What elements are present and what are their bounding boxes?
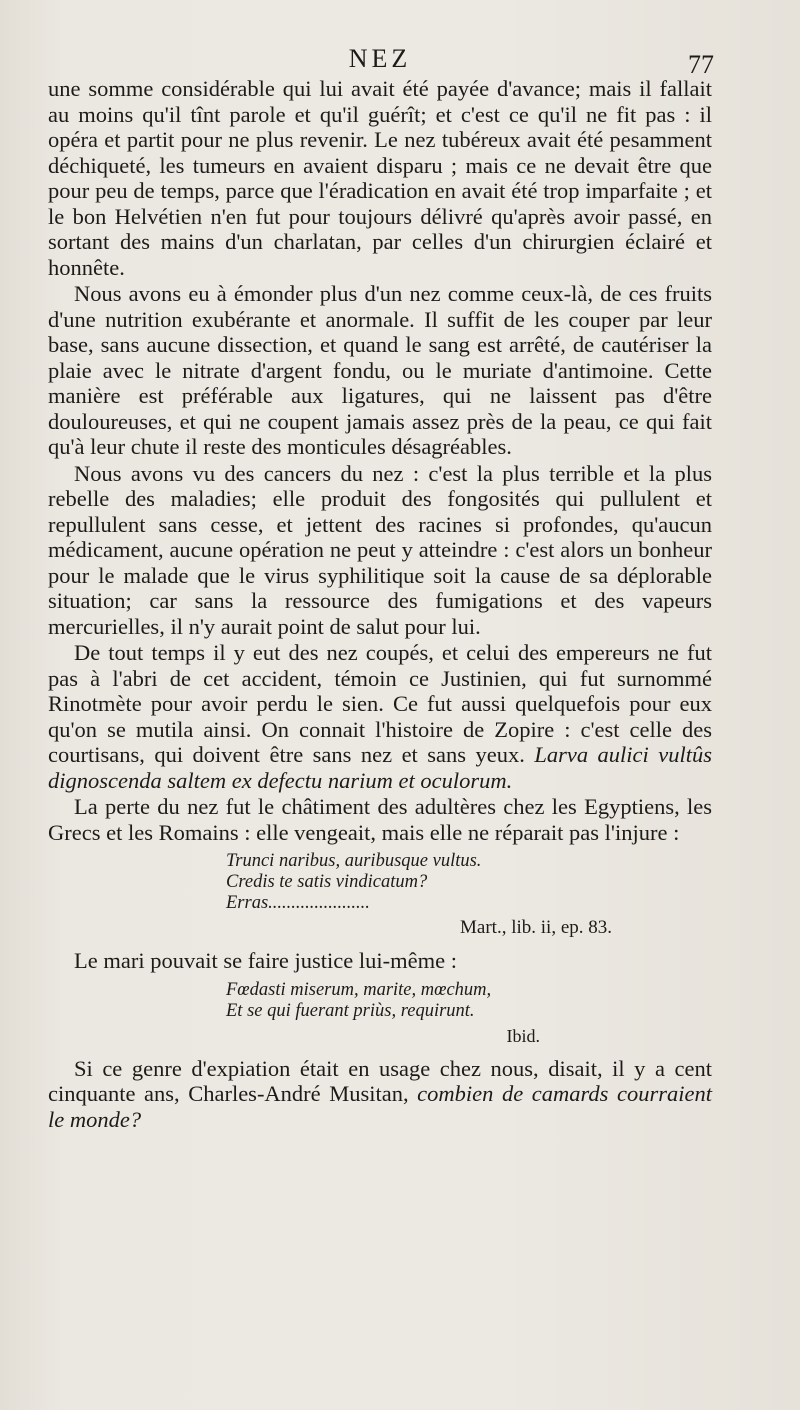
verse-line: Credis te satis vindicatum? (226, 872, 428, 892)
paragraph-5: La perte du nez fut le châtiment des adultères chez les Egyptiens, les Grecs et les Romains : elle vengeait, mais elle ne réparait pas l'injure : (48, 794, 712, 845)
page-number: 77 (688, 50, 714, 79)
final-text: Si ce genre d'expiation était en usage chez nous, disait, il y a cent cinquante ans, Charles-André Musitan, (48, 1055, 712, 1106)
paragraph-2: Nous avons eu à émonder plus d'un nez comme ceux-là, de ces fruits d'une nutrition exubérante et anormale. Il suffit de les couper par leur base, sans aucune dissection, et quand le sang est arrêté, de cautériser la plaie avec le nitrate d'argent fondu, ou le muriate d'antimoine. Cette manière est préférable aux ligatures, qui ne laissent pas d'être douloureuses, et qui ne coupent jamais assez près de la peau, ce qui fait qu'à leur chute il reste des monticules désagréables. (48, 281, 712, 459)
latin-quote: Larva aulici vultûs dignoscenda saltem ex defectu narium et oculorum. (48, 742, 712, 793)
verse-line: Erras...................... (226, 893, 370, 913)
verse-line: Fœdasti miserum, marite, mœchum, (226, 979, 492, 1000)
verse-martial (226, 851, 712, 914)
running-title: NEZ (348, 44, 412, 73)
paragraph-3: Nous avons vu des cancers du nez : c'est la plus terrible et la plus rebelle des maladies; elle produit des fongosités qui pullulent et repullulent sans cesse, et jettent des racines si profondes, qu'aucun médicament, aucune opération ne peut y atteindre : c'est alors un bonheur pour le malade que le virus syphilitique soit la cause de sa déplorable situation; car sans la ressource des fumigations et des vapeurs mercurielles, il n'y aurait point de salut pour lui. (48, 460, 712, 639)
verse-line: Trunci naribus, auribusque vultus. (226, 851, 482, 871)
verse-line: Et se qui fuerant priùs, requirunt. (226, 1000, 475, 1021)
paragraph-1: une somme considérable qui lui avait été payée d'avance; mais il fallait au moins qu'il tînt parole et qu'il guérît; et c'est ce qu'il ne fit pas : il opéra et partit pour ne plus revenir. Le nez tubéreux avait été pesamment déchiqueté, les tumeurs en avaient disparu ; mais ce ne devait être que pour peu de temps, parce que l'éradication en avait été trop imparfaite ; et le bon Helvétien n'en fut pour toujours délivré qu'après avoir passé, en sortant des mains d'un charlatan, par celles d'un chirurgien éclairé et honnête. (48, 76, 712, 280)
paragraph-mari: Le mari pouvait se faire justice lui-même : (74, 948, 457, 973)
paragraph-final (48, 1056, 712, 1133)
final-italic: combien de camards courraient le monde? (48, 1081, 712, 1132)
citation-ibid: Ibid. (506, 1025, 540, 1046)
citation-martial: Mart., lib. ii, ep. 83. (460, 917, 612, 938)
paragraph-4-text: De tout temps il y eut des nez coupés, et celui des empereurs ne fut pas à l'abri de cet accident, témoin ce Justinien, qui fut surnommé Rinotmète pour avoir perdu le sien. Ce fut aussi quelquefois pour eux qu'on se mutila ainsi. On connait l'histoire de Zopire : c'est celle des courtisans, qui doivent être sans nez et sans yeux. (48, 640, 712, 767)
verse-ibid (226, 980, 712, 1022)
body-text (48, 76, 712, 1132)
paragraph-4 (48, 640, 712, 793)
